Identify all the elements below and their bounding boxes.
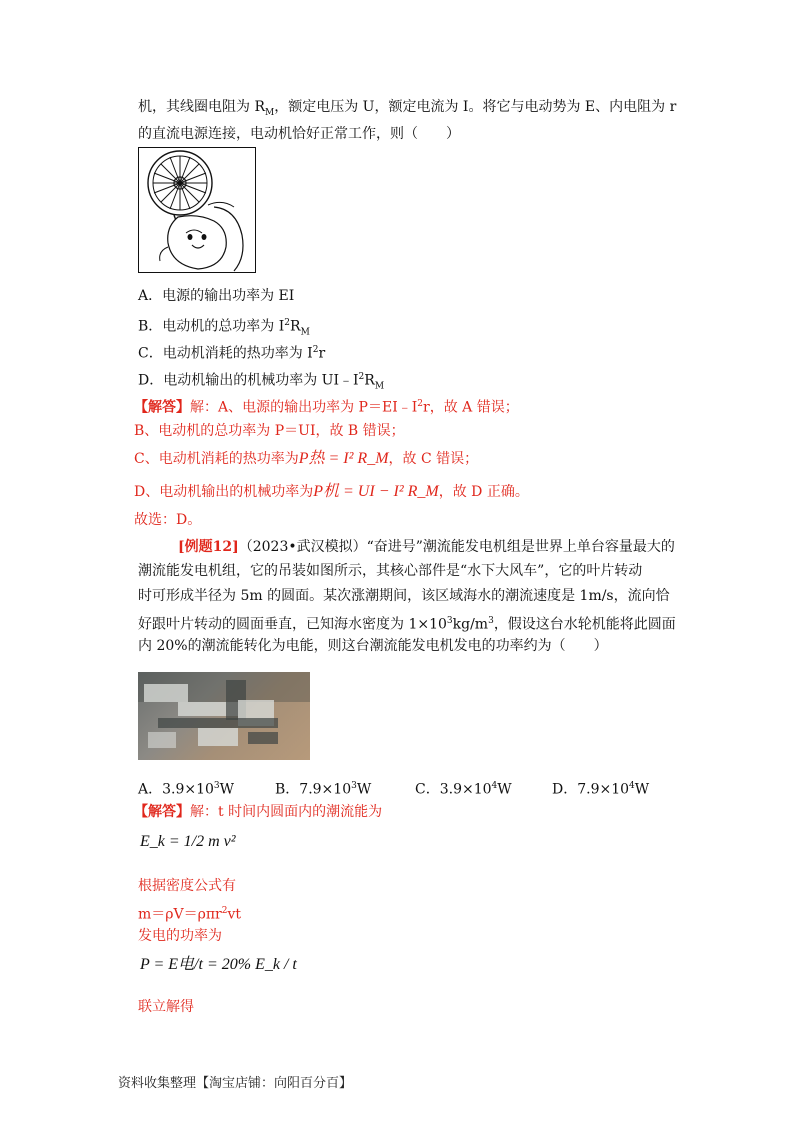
q11-line-2: 的直流电源连接，电动机恰好正常工作，则（ ） — [138, 126, 460, 142]
mechanical-power-formula: P机 = UI − I² R_M — [313, 483, 439, 500]
a11-line-1: 【解答】解：A、电源的输出功率为 $P=EI﹣I^2r$，故 A 错误； — [134, 399, 519, 416]
q12-option-b: B．$7.9\times 10^3W$ — [275, 781, 372, 798]
q12-line-3: 时可形成半径为 5m 的圆面。某次涨潮期间，该区域海水的潮流速度是 1m/s，流向恰 — [138, 588, 670, 604]
q12-line-5: 内 20%的潮流能转化为电能，则这台潮流能发电机发电的功率约为（ ） — [138, 638, 608, 654]
q12-option-d: D．$7.9\times 10^4W$ — [552, 781, 650, 798]
ek-formula: E_k = 1/2 m v² — [140, 833, 236, 850]
page-footer: 资料收集整理【淘宝店铺：向阳百分百】 — [118, 1076, 353, 1091]
q12-line-1: [例题12]（2023•武汉模拟）“奋进号”潮流能发电机组是世界上单台容量最大的 — [178, 539, 675, 555]
q12-line-2: 潮流能发电机组，它的吊装如图所示，其核心部件是“水下大风车”，它的叶片转动 — [138, 563, 643, 579]
q12-line-4: 好跟叶片转动的圆面垂直，已知海水密度为 $1\times 10^3kg/m^3$，假设这台水轮机能将此圆面 — [138, 616, 676, 633]
tidal-generator-photo — [138, 672, 310, 760]
a12-line-3: m＝ρV＝ρπr$^2$vt — [138, 906, 242, 923]
a11-line-2: B、电动机的总功率为 P＝UI，故 B 错误； — [134, 423, 405, 439]
q12-tag: [例题12] — [178, 539, 239, 555]
q11-option-b: B．电动机的总功率为 $I^2R_M$ — [138, 318, 310, 338]
a12-line-5: 联立解得 — [138, 999, 194, 1015]
power-formula: P = E电/t = 20% E_k / t — [140, 956, 297, 973]
a11-line-3: C、电动机消耗的热功率为P热 = I² R_M，故 C 错误； — [134, 450, 479, 467]
heat-power-formula: P热 = I² R_M — [298, 450, 389, 467]
q12-option-a: A．$3.9\times 10^3W$ — [138, 781, 235, 798]
q12-option-c: C．$3.9\times 10^4W$ — [415, 781, 512, 798]
a12-line-2: 根据密度公式有 — [138, 878, 236, 894]
q11-option-a: A．电源的输出功率为 EI — [138, 288, 295, 304]
a12-line-4: 发电的功率为 — [138, 928, 222, 944]
q11-option-d: D．电动机输出的机械功率为 $UI﹣I^2R_M$ — [138, 372, 385, 392]
a12-line-1: 【解答】解：t 时间内圆面内的潮流能为 — [134, 804, 383, 820]
q11-line-1: 机，其线圈电阻为 $R_M$，额定电压为 U，额定电流为 I。将它与电动势为 E、内电阻为 r — [138, 99, 677, 118]
fan-figure — [138, 147, 256, 273]
q11-option-c: C．电动机消耗的热功率为 $I^2r$ — [138, 345, 326, 362]
a11-line-5: 故选：D。 — [134, 512, 202, 528]
a11-line-4: D、电动机输出的机械功率为P机 = UI − I² R_M，故 D 正确。 — [134, 483, 529, 500]
